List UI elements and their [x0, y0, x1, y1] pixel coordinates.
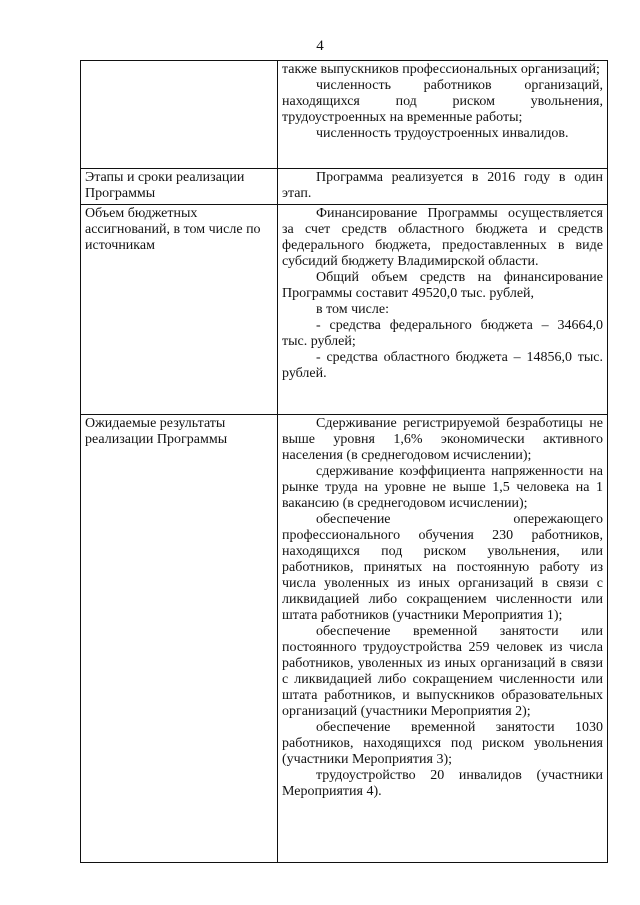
paragraph: - средства областного бюджета – 14856,0 тыс. рублей.	[282, 350, 603, 381]
row-label: Объем бюджетных ассигнований, в том числе по источникам	[81, 205, 278, 415]
paragraph: Финансирование Программы осуществляется за счет средств областного бюджета и средств федерального бюджета, предоставленных в виде субсидий бюджету Владимирской области.	[282, 206, 603, 269]
paragraph: Общий объем средств на финансирование Программы составит 49520,0 тыс. рублей,	[282, 270, 603, 301]
row-label: Ожидаемые результаты реализации Программы	[81, 415, 278, 863]
paragraph: численность работников организаций, находящихся под риском увольнения, трудоустроенных на временные работы;	[282, 78, 603, 125]
page-number: 4	[316, 38, 324, 54]
row-value	[278, 205, 608, 415]
paragraph: обеспечение временной занятости 1030 работников, находящихся под риском увольнения (участники Мероприятия 3);	[282, 720, 603, 767]
table-row	[81, 415, 608, 863]
program-passport-table	[80, 60, 608, 863]
paragraph: обеспечение опережающего профессионального обучения 230 работников, находящихся под риском увольнения, или работников, принятых на постоянную работу из числа уволенных из иных организаций в связи с ликвидацией либо сокращением численности или штата работников (участники Мероприятия 1);	[282, 512, 603, 623]
table-row	[81, 205, 608, 415]
paragraph: трудоустройство 20 инвалидов (участники Мероприятия 4).	[282, 768, 603, 799]
paragraph: в том числе:	[316, 302, 389, 317]
table-row	[81, 61, 608, 169]
paragraph: обеспечение временной занятости или постоянного трудоустройства 259 человек из числа работников, уволенных из иных организаций в связи с ликвидацией либо сокращением численности или штата работников, и выпускников образовательных организаций (участники Мероприятия 2);	[282, 624, 603, 719]
paragraph: численность трудоустроенных инвалидов.	[316, 126, 569, 141]
paragraph: также выпускников профессиональных организаций;	[282, 62, 600, 77]
paragraph: Сдерживание регистрируемой безработицы не выше уровня 1,6% экономически активного населения (в среднегодовом исчислении);	[282, 416, 603, 463]
paragraph: - средства федерального бюджета – 34664,0 тыс. рублей;	[282, 318, 603, 349]
table-row	[81, 169, 608, 205]
row-value	[278, 415, 608, 863]
paragraph: Программа реализуется в 2016 году в один этап.	[282, 170, 603, 201]
row-value	[278, 169, 608, 205]
row-value	[278, 61, 608, 169]
paragraph: сдерживание коэффициента напряженности на рынке труда на уровне не выше 1,5 человека на 1 вакансию (в среднегодовом исчислении);	[282, 464, 603, 511]
row-label	[81, 61, 278, 169]
row-label: Этапы и сроки реализации Программы	[81, 169, 278, 205]
